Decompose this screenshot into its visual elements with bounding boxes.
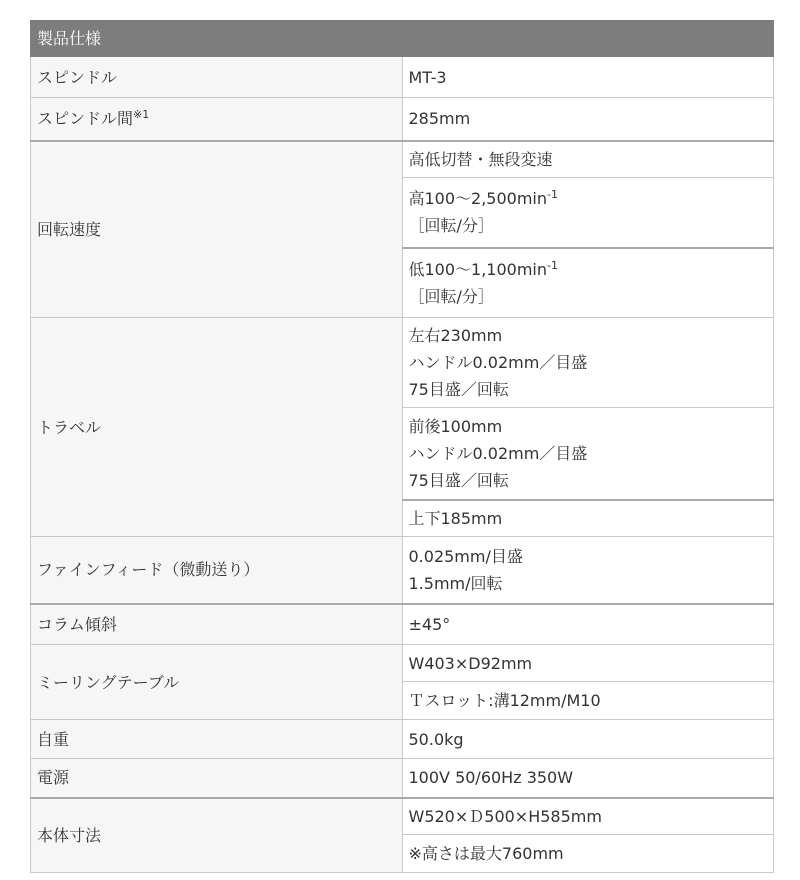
travel-fb-line: 75目盛／回転 — [408, 470, 509, 490]
milling-table-tslot: Ｔスロット:溝12mm/M10 — [402, 682, 774, 720]
speed-value-high — [402, 178, 774, 248]
row-value-power: 100V 50/60Hz 350W — [402, 759, 774, 798]
speed-low-unit: ［回転/分］ — [408, 286, 494, 306]
spec-table — [30, 20, 774, 873]
speed-value-mode: 高低切替・無段変速 — [402, 141, 774, 178]
travel-value-ud: 上下185mm — [402, 500, 774, 537]
table-row — [31, 98, 774, 141]
row-label-travel: トラベル — [31, 318, 403, 537]
table-row — [31, 645, 774, 682]
row-label-spindle: スピンドル — [31, 57, 403, 98]
milling-table-size: W403×D92mm — [402, 645, 774, 682]
table-row — [31, 798, 774, 835]
row-value-spindle-gap: 285mm — [402, 98, 774, 141]
row-label-power: 電源 — [31, 759, 403, 798]
travel-fb-line: 前後100mm — [408, 416, 503, 436]
travel-value-fb — [402, 408, 774, 500]
speed-value-low — [402, 248, 774, 318]
dimensions-size: W520×Ｄ500×H585mm — [402, 798, 774, 835]
spindle-gap-label-text: スピンドル間 — [37, 109, 134, 129]
table-row — [31, 537, 774, 604]
row-label-speed: 回転速度 — [31, 141, 403, 318]
row-label-spindle-gap — [31, 98, 403, 141]
footnote-mark: ※1 — [133, 108, 150, 122]
fine-feed-line: 1.5mm/回転 — [408, 573, 503, 593]
row-label-milling-table: ミーリングテーブル — [31, 645, 403, 720]
travel-value-lr — [402, 318, 774, 408]
row-value-fine-feed — [402, 537, 774, 604]
fine-feed-line: 0.025mm/目盛 — [408, 546, 523, 566]
speed-high-unit-exp: -1 — [547, 188, 558, 202]
travel-lr-line: ハンドル0.02mm／目盛 — [408, 353, 588, 372]
row-label-fine-feed: ファインフィード（微動送り） — [31, 537, 403, 604]
row-value-column-tilt: ±45° — [402, 604, 774, 645]
speed-low-text: 低100～1,100min — [408, 259, 548, 279]
table-row — [31, 604, 774, 645]
table-row — [31, 57, 774, 98]
travel-lr-line: 75目盛／回転 — [408, 380, 509, 399]
row-label-weight: 自重 — [31, 720, 403, 759]
row-value-weight: 50.0kg — [402, 720, 774, 759]
dimensions-height-note: ※高さは最大760mm — [402, 835, 774, 873]
table-row — [31, 720, 774, 759]
table-row — [31, 141, 774, 178]
travel-fb-line: ハンドル0.02mm／目盛 — [408, 443, 588, 463]
row-label-dimensions: 本体寸法 — [31, 798, 403, 873]
table-row — [31, 759, 774, 798]
row-label-column-tilt: コラム傾斜 — [31, 604, 403, 645]
table-row — [31, 318, 774, 408]
row-value-spindle: MT-3 — [402, 57, 774, 98]
speed-high-text: 高100～2,500min — [408, 189, 548, 209]
travel-lr-line: 左右230mm — [408, 326, 503, 345]
speed-high-unit: ［回転/分］ — [408, 216, 494, 236]
table-header: 製品仕様 — [31, 21, 774, 57]
speed-low-unit-exp: -1 — [547, 258, 558, 272]
